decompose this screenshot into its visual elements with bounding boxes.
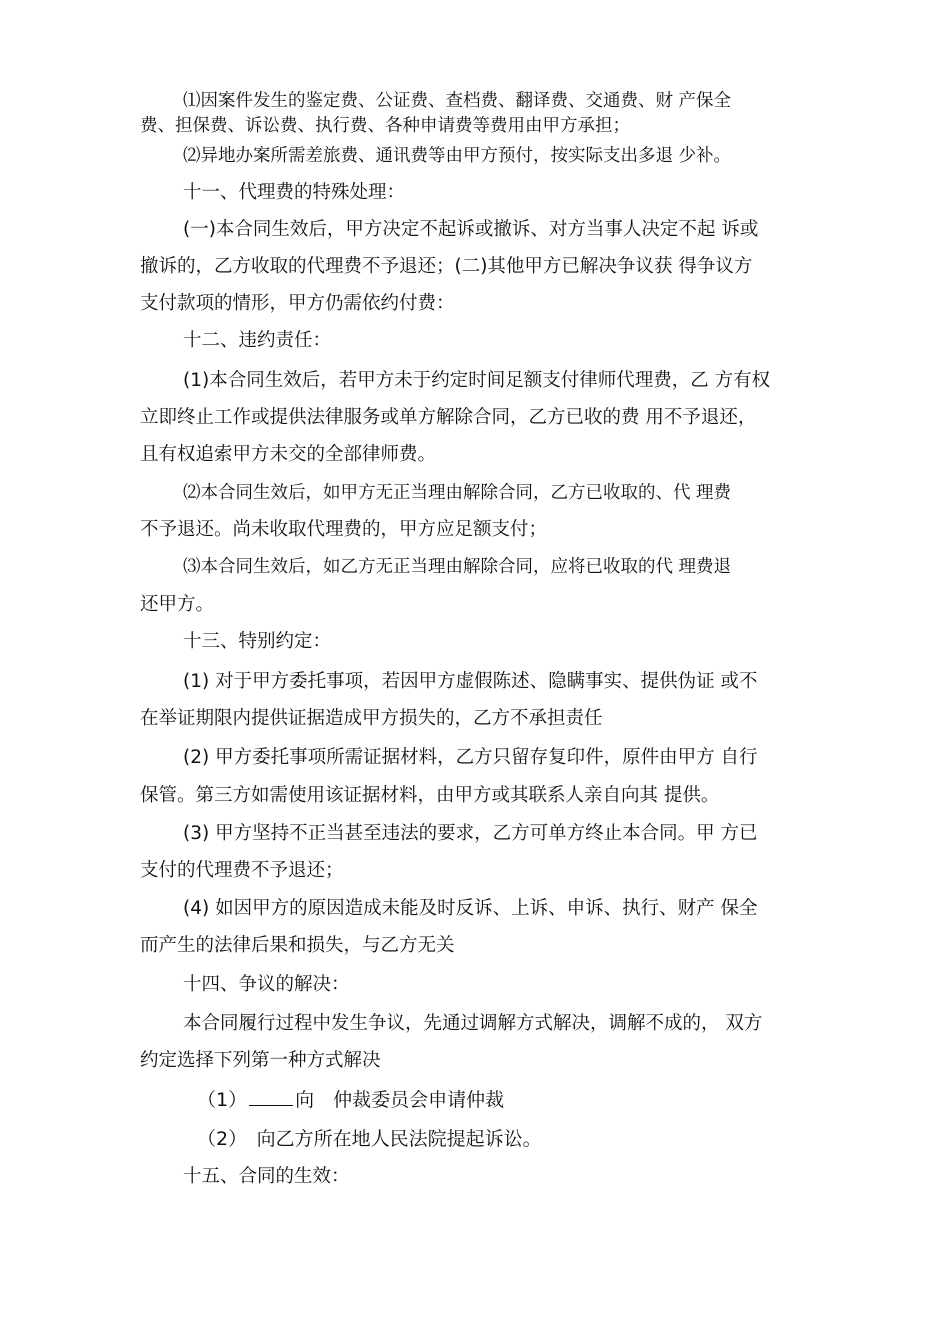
paragraph-line: ⑵异地办案所需差旅费、通讯费等由甲方预付，按实际支出多退 少补。 [183,146,732,166]
paragraph-line: (一)本合同生效后，甲方决定不起诉或撤诉、对方当事人决定不起 诉或 [183,219,759,240]
section-heading: 十五、合同的生效： [183,1166,350,1187]
paragraph-line: 保管。第三方如需使用该证据材料，由甲方或其联系人亲自向其 提供。 [140,785,720,806]
section-heading: 十三、特别约定： [183,631,332,652]
option-text: 向乙方所在地人民法院提起诉讼。 [237,1128,542,1150]
paragraph-line: 且有权追索甲方未交的全部律师费。 [140,444,437,465]
paragraph-line: (1)本合同生效后，若甲方未于约定时间足额支付律师代理费，乙 方有权 [183,370,771,391]
paragraph-line: (2) 甲方委托事项所需证据材料，乙方只留存复印件，原件由甲方 自行 [183,747,758,768]
option-text: 向 仲裁委员会申请仲裁 [295,1089,505,1111]
section-heading: 十四、争议的解决： [183,974,350,995]
option-line-1 [197,1087,504,1113]
paragraph-line: 本合同履行过程中发生争议，先通过调解方式解决，调解不成的， 双方 [183,1013,763,1034]
paragraph-line: 支付的代理费不予退还； [140,860,344,881]
paragraph-line: ⑶本合同生效后，如乙方无正当理由解除合同，应将已收取的代 理费退 [183,557,732,577]
paragraph-line: 而产生的法律后果和损失，与乙方无关 [140,935,455,956]
option-line-2 [197,1126,542,1152]
section-heading: 十一、代理费的特殊处理： [183,182,406,203]
paragraph-line: (1) 对于甲方委托事项，若因甲方虚假陈述、隐瞒事实、提供伪证 或不 [183,671,758,692]
paragraph-line: (3) 甲方坚持不正当甚至违法的要求，乙方可单方终止本合同。甲 方已 [183,823,758,844]
paragraph-line: 支付款项的情形，甲方仍需依约付费： [140,293,455,314]
paragraph-line: 在举证期限内提供证据造成甲方损失的，乙方不承担责任 [140,708,603,729]
paragraph-line: (4) 如因甲方的原因造成未能及时反诉、上诉、申诉、执行、财产 保全 [183,898,758,919]
paragraph-line: 约定选择下列第一种方式解决 [140,1050,381,1071]
option-number: （1） [197,1089,248,1111]
section-heading: 十二、违约责任： [183,330,332,351]
paragraph-line: ⑵本合同生效后，如甲方无正当理由解除合同，乙方已收取的、代 理费 [183,483,732,503]
option-number: （2） [197,1128,238,1150]
paragraph-line: 不予退还。尚未收取代理费的，甲方应足额支付； [140,519,548,540]
fill-blank [249,1089,293,1106]
paragraph-line: 立即终止工作或提供法律服务或单方解除合同，乙方已收的费 用不予退还， [140,407,757,428]
paragraph-line: 还甲方。 [140,594,215,615]
paragraph-line: 费、担保费、诉讼费、执行费、各种申请费等费用由甲方承担； [140,116,630,136]
paragraph-line: 撤诉的，乙方收取的代理费不予退还；(二)其他甲方已解决争议获 得争议方 [140,256,753,277]
paragraph-line: ⑴因案件发生的鉴定费、公证费、查档费、翻译费、交通费、财 产保全 [183,91,732,111]
